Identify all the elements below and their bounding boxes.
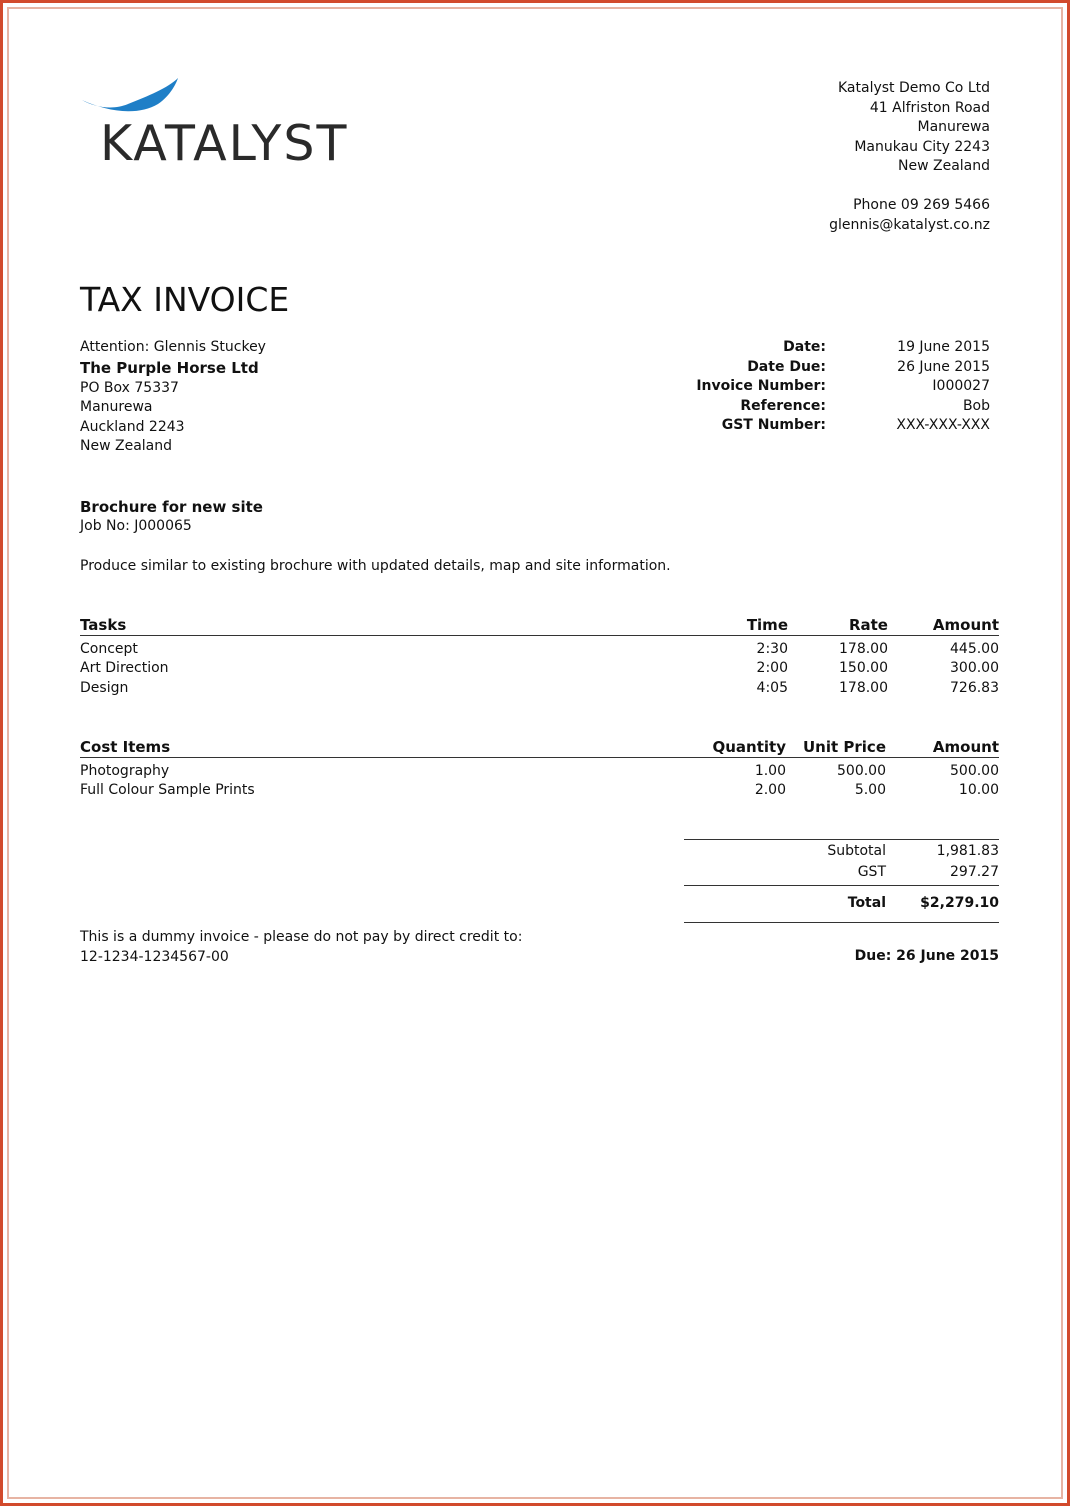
task-amount: 445.00 (950, 640, 999, 657)
gst-value: 297.27 (950, 864, 999, 880)
task-rate: 178.00 (839, 679, 888, 696)
total-value: $2,279.10 (920, 895, 999, 911)
meta-label-date-due: Date Due: (747, 358, 826, 375)
company-phone: Phone 09 269 5466 (853, 197, 990, 213)
meta-value-gst-number: XXX-XXX-XXX (896, 417, 990, 434)
gst-label: GST (857, 864, 886, 880)
meta-value-invoice-number: I000027 (932, 378, 990, 395)
company-address-line: Katalyst Demo Co Ltd (837, 80, 990, 96)
payment-note (80, 928, 640, 967)
company-address (690, 79, 990, 177)
katalyst-logo (78, 74, 438, 174)
meta-value-reference: Bob (962, 397, 990, 414)
time-header: Time (688, 616, 788, 636)
totals-bottom-rule (684, 922, 999, 923)
tasks-header: Tasks (80, 616, 688, 636)
company-email[interactable]: glennis@katalyst.co.nz (829, 216, 990, 233)
totals-block (684, 839, 999, 923)
tasks-table (80, 616, 999, 698)
cost-item-unit-price: 500.00 (837, 762, 886, 779)
customer-address-line: Manurewa (80, 399, 153, 416)
amount-header: Amount (888, 616, 999, 636)
subtotal-label: Subtotal (827, 843, 886, 859)
task-rate: 178.00 (839, 640, 888, 657)
svg-text:KATALYST: KATALYST (100, 115, 349, 172)
meta-label-invoice-number: Invoice Number: (696, 378, 826, 395)
company-address-line: Manurewa (917, 119, 990, 136)
table-row (80, 679, 999, 699)
cost-item-quantity: 1.00 (754, 762, 786, 779)
cost-items-header: Cost Items (80, 738, 688, 758)
page-title: TAX INVOICE (80, 280, 290, 319)
meta-value-date: 19 June 2015 (897, 339, 990, 355)
tasks-header-row (80, 616, 999, 636)
cost-item-quantity: 2.00 (754, 782, 786, 799)
task-amount: 300.00 (950, 660, 999, 677)
customer-name: The Purple Horse Ltd (80, 358, 259, 377)
attention-line: Attention: Glennis Stuckey (80, 339, 266, 355)
job-number: Job No: J000065 (80, 518, 192, 534)
meta-label-date: Date: (783, 339, 826, 355)
payment-note-text: This is a dummy invoice - please do not pay by direct credit to: (80, 929, 523, 945)
invoice-meta-labels (626, 338, 826, 436)
quantity-header: Quantity (688, 738, 786, 758)
total-label: Total (847, 895, 886, 911)
cost-item-amount: 10.00 (958, 782, 999, 799)
subtotal-row (684, 841, 999, 862)
totals-top-rule (684, 839, 999, 840)
invoice-meta-values (840, 338, 990, 436)
meta-label-reference: Reference: (740, 397, 826, 414)
table-row (80, 762, 999, 782)
task-name: Concept (80, 640, 138, 657)
task-time: 2:30 (756, 640, 788, 657)
task-time: 2:00 (756, 660, 788, 677)
company-address-line: New Zealand (898, 158, 990, 175)
table-row (80, 659, 999, 679)
table-row (80, 781, 999, 801)
due-date: Due: 26 June 2015 (854, 948, 999, 964)
meta-value-date-due: 26 June 2015 (897, 358, 990, 375)
bill-to (80, 338, 440, 457)
cost-items-header-row (80, 738, 999, 758)
job-description: Produce similar to existing brochure with updated details, map and site information. (80, 558, 671, 574)
customer-address-line: Auckland 2243 (80, 418, 185, 435)
totals-mid-rule (684, 885, 999, 886)
cost-item-name: Full Colour Sample Prints (80, 782, 255, 799)
unit-price-header: Unit Price (786, 738, 886, 758)
task-name: Design (80, 679, 129, 696)
total-row (684, 893, 999, 914)
cost-items-table (80, 738, 999, 801)
task-name: Art Direction (80, 660, 169, 677)
cost-item-unit-price: 5.00 (854, 782, 886, 799)
subtotal-value: 1,981.83 (936, 843, 999, 859)
cost-item-amount: 500.00 (950, 762, 999, 779)
bank-account: 12-1234-1234567-00 (80, 948, 229, 965)
task-rate: 150.00 (839, 660, 888, 677)
company-address-line: Manukau City 2243 (854, 138, 990, 155)
customer-address-line: New Zealand (80, 438, 172, 455)
rate-header: Rate (788, 616, 888, 636)
meta-label-gst-number: GST Number: (721, 417, 826, 434)
job-info (80, 497, 780, 537)
gst-row (684, 862, 999, 883)
table-row (80, 640, 999, 660)
company-address-line: 41 Alfriston Road (869, 99, 990, 116)
customer-address-line: PO Box 75337 (80, 379, 179, 396)
company-contact (690, 196, 990, 235)
task-time: 4:05 (756, 679, 788, 696)
task-amount: 726.83 (950, 679, 999, 696)
logo-swoosh-icon (78, 74, 438, 174)
cost-amount-header: Amount (886, 738, 999, 758)
cost-item-name: Photography (80, 762, 170, 779)
job-title: Brochure for new site (80, 498, 263, 516)
